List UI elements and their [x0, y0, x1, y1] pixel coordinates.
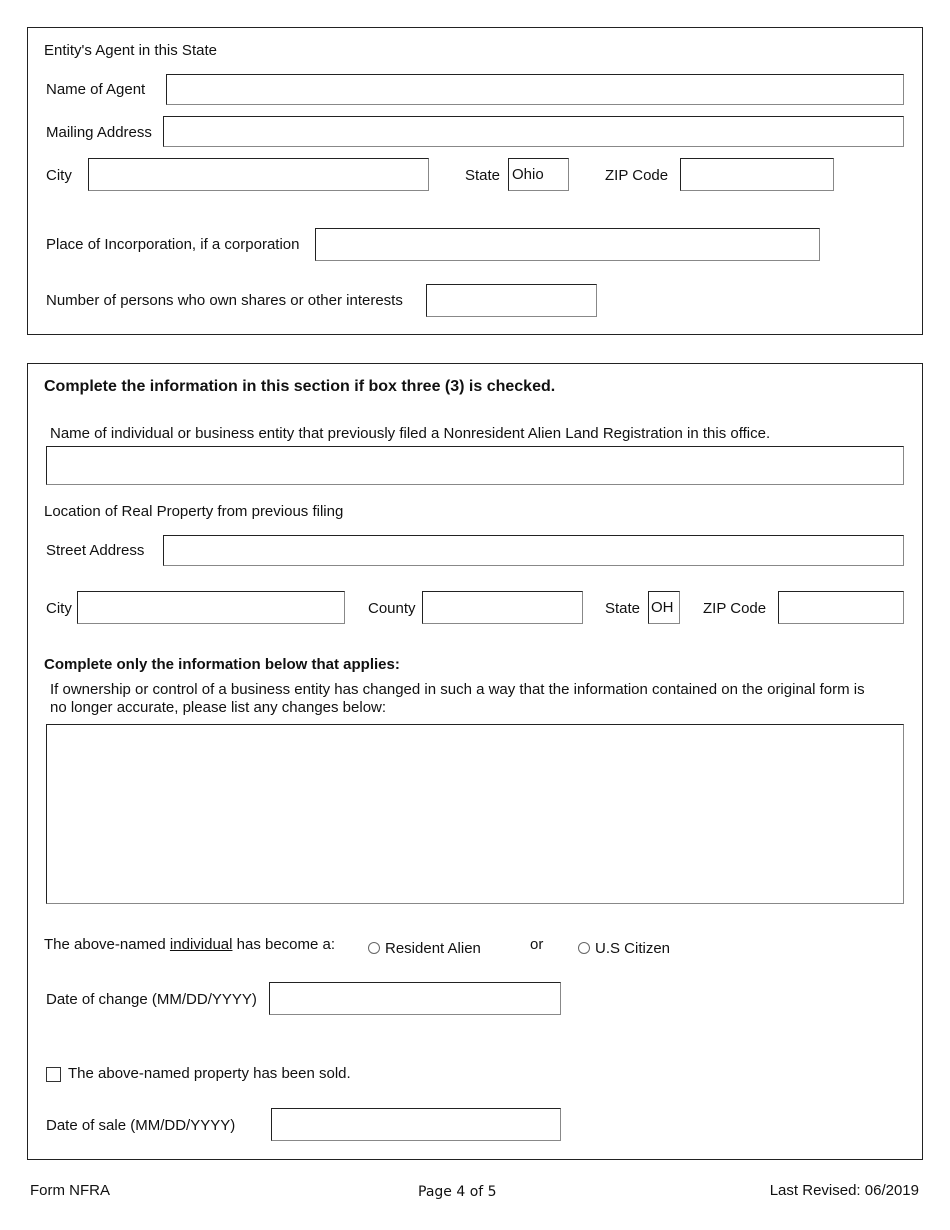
individual-word: individual — [169, 936, 233, 953]
property-sold-label: The above-named property has been sold. — [68, 1065, 351, 1082]
county-label: County — [368, 600, 416, 617]
agent-city-field[interactable] — [88, 158, 429, 191]
applies-heading: Complete only the information below that applies: — [44, 656, 400, 673]
incorporation-field[interactable] — [315, 228, 820, 261]
date-sale-label: Date of sale (MM/DD/YYYY) — [46, 1117, 236, 1134]
changes-textarea[interactable] — [46, 724, 904, 904]
mailing-address-label: Mailing Address — [46, 124, 152, 141]
resident-alien-radio[interactable] — [368, 942, 380, 954]
location-heading: Location of Real Property from previous filing — [44, 503, 344, 520]
property-city-label: City — [46, 600, 72, 617]
footer-form-name: Form NFRA — [30, 1182, 110, 1199]
agent-state-field[interactable]: Ohio — [508, 158, 569, 191]
persons-field[interactable] — [426, 284, 597, 317]
agent-zip-label: ZIP Code — [605, 167, 669, 184]
incorporation-label: Place of Incorporation, if a corporation — [46, 236, 300, 253]
ownership-text-line2: no longer accurate, please list any changes below: — [50, 699, 387, 716]
property-city-field[interactable] — [77, 591, 345, 624]
property-state-field[interactable]: OH — [648, 591, 680, 624]
agent-name-label: Name of Agent — [46, 81, 146, 98]
box3-heading: Complete the information in this section if box three (3) is checked. — [44, 378, 556, 395]
property-zip-label: ZIP Code — [703, 600, 767, 617]
date-sale-field[interactable] — [271, 1108, 561, 1141]
street-label: Street Address — [46, 542, 145, 559]
prev-filer-field[interactable] — [46, 446, 904, 485]
footer-page-number: Page 4 of 5 — [418, 1184, 497, 1200]
mailing-address-field[interactable] — [163, 116, 904, 147]
agent-city-label: City — [46, 167, 72, 184]
resident-alien-label: Resident Alien — [385, 940, 481, 957]
property-sold-checkbox[interactable] — [46, 1067, 61, 1082]
ownership-text-line1: If ownership or control of a business entity has changed in such a way that the information contained on the original form is — [50, 681, 865, 698]
street-field[interactable] — [163, 535, 904, 566]
or-text: or — [530, 936, 544, 953]
agent-name-field[interactable] — [166, 74, 904, 105]
individual-status-pre: The above-named — [44, 936, 170, 953]
prev-filer-label: Name of individual or business entity that previously filed a Nonresident Alien Land Registration in this office. — [50, 425, 771, 442]
date-change-label: Date of change (MM/DD/YYYY) — [46, 991, 257, 1008]
individual-status-label — [44, 936, 335, 954]
us-citizen-label: U.S Citizen — [595, 940, 671, 957]
footer-revised: Last Revised: 06/2019 — [769, 1182, 919, 1199]
individual-status-post: has become a: — [232, 936, 336, 953]
agent-section-heading: Entity's Agent in this State — [44, 42, 217, 59]
property-zip-field[interactable] — [778, 591, 904, 624]
county-field[interactable] — [422, 591, 583, 624]
agent-zip-field[interactable] — [680, 158, 834, 191]
us-citizen-radio[interactable] — [578, 942, 590, 954]
agent-state-label: State — [465, 167, 501, 184]
persons-label: Number of persons who own shares or other interests — [46, 292, 403, 309]
date-change-field[interactable] — [269, 982, 561, 1015]
property-state-label: State — [605, 600, 641, 617]
